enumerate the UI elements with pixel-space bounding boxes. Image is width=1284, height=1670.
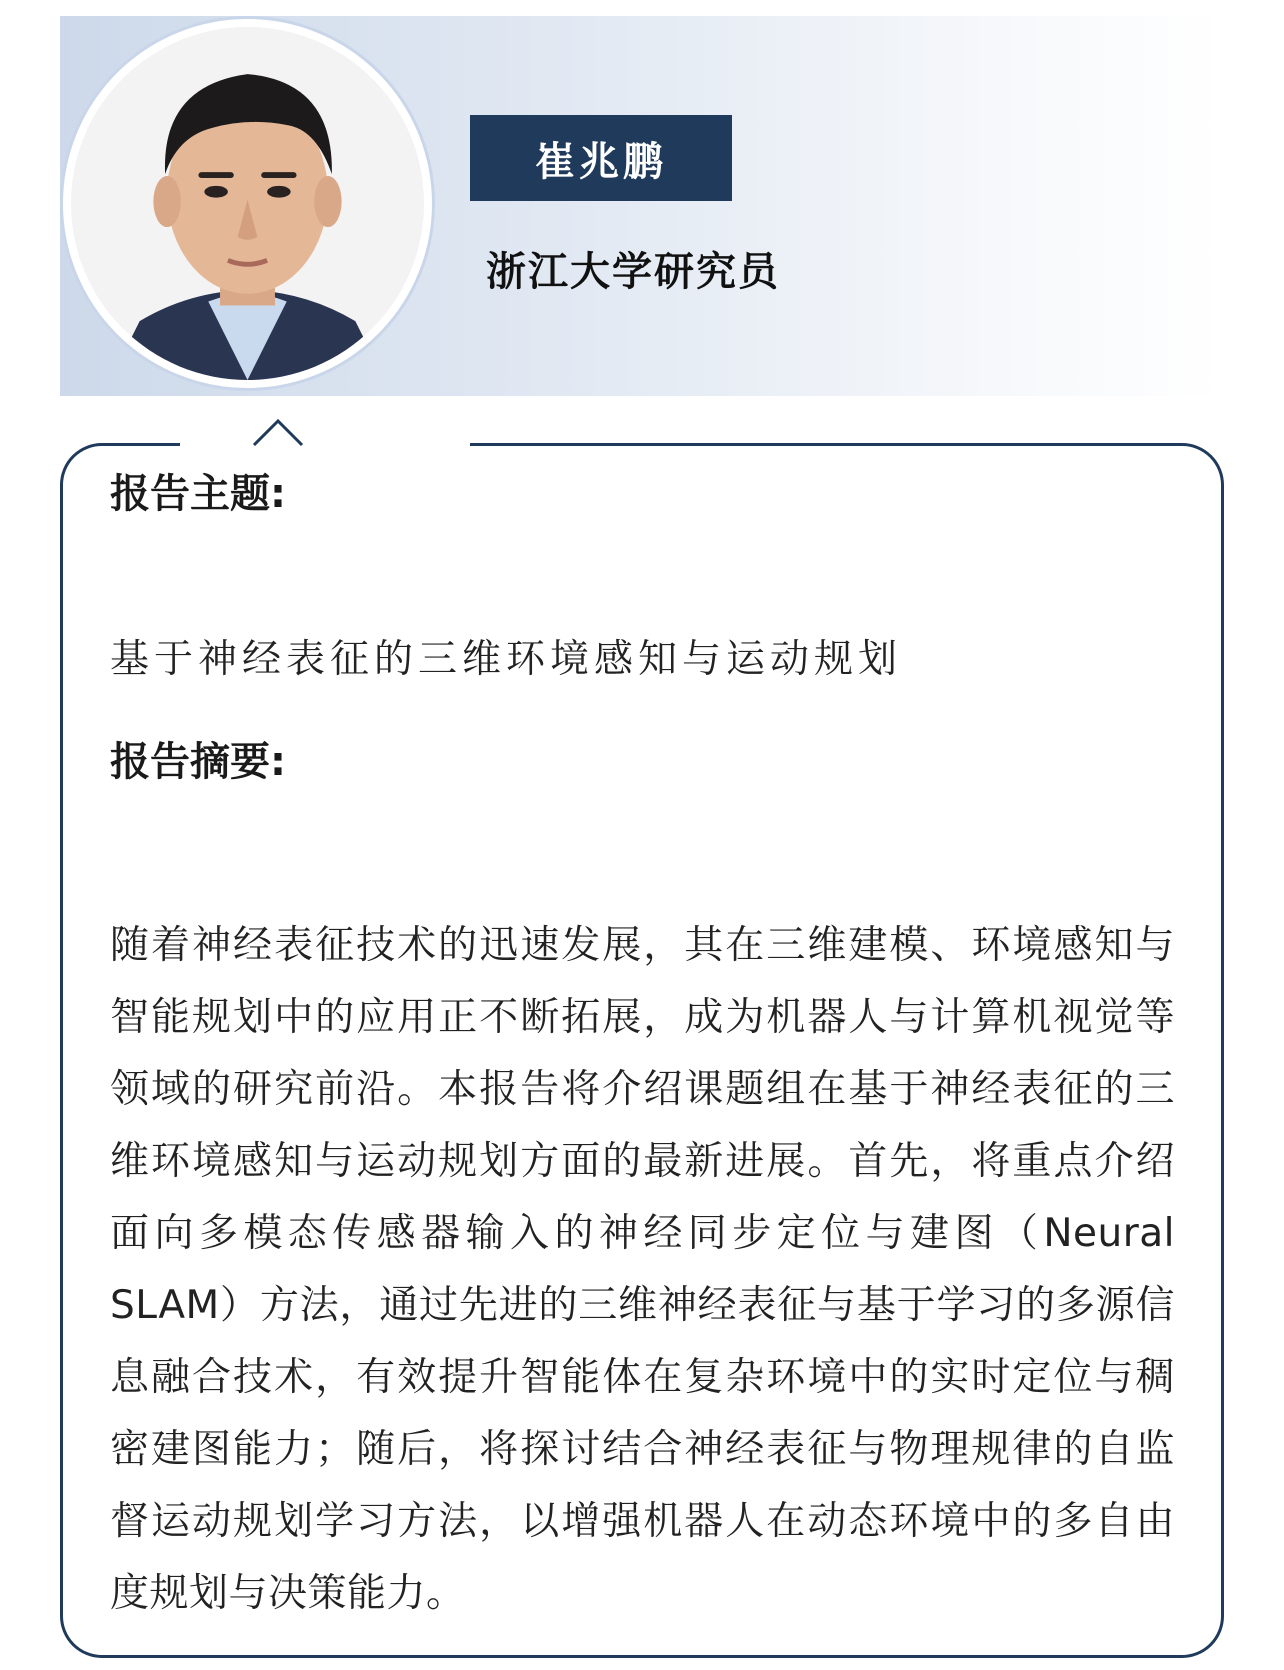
card-pointer-icon: [252, 417, 304, 447]
card-notch-gap: [180, 436, 470, 450]
speaker-photo: [71, 27, 424, 380]
speaker-affiliation: 浙江大学研究员: [486, 249, 780, 295]
report-abstract: 随着神经表征技术的迅速发展，其在三维建模、环境感知与智能规划中的应用正不断拓展，成为机器人与计算机视觉等领域的研究前沿。本报告将介绍课题组在基于神经表征的三维环境感知与运动规划方面的最新进展。首先，将重点介绍面向多模态传感器输入的神经同步定位与建图（Neural SLAM）方法，通过先进的三维神经表征与基于学习的多源信息融合技术，有效提升智能体在复杂环境中的实时定位与稠密建图能力；随后，将探讨结合神经表征与物理规律的自监督运动规划学习方法，以增强机器人在动态环境中的多自由度规划与决策能力。: [110, 923, 1175, 1616]
abstract-heading: 报告摘要:: [110, 739, 286, 785]
speaker-name: 崔兆鹏: [535, 138, 667, 185]
speaker-avatar: [60, 16, 435, 391]
speaker-photo-illustration: [71, 27, 424, 380]
speaker-name-badge: [470, 115, 732, 201]
report-topic: 基于神经表征的三维环境感知与运动规划: [110, 637, 903, 682]
topic-heading: 报告主题:: [110, 471, 286, 517]
